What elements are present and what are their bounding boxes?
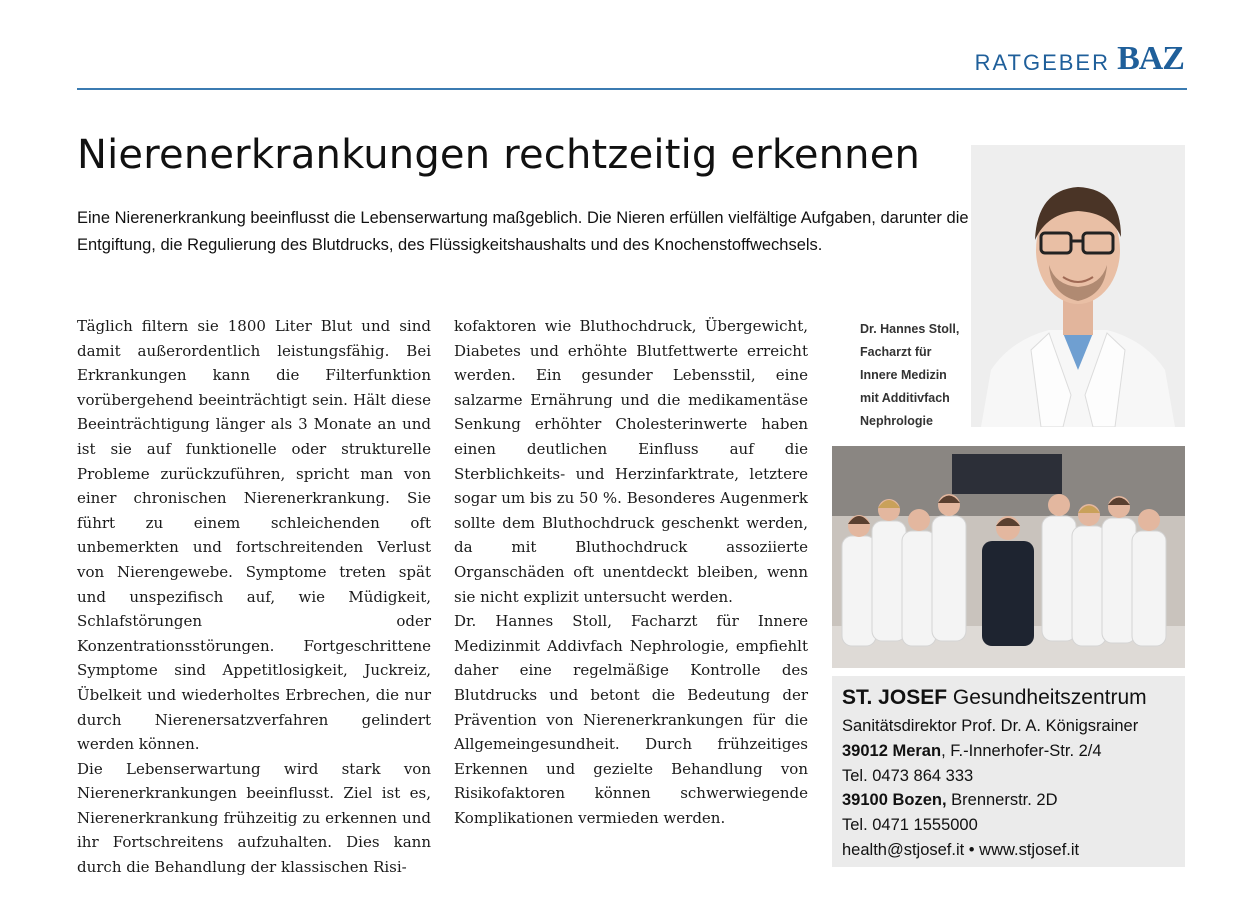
team-group-illustration [832,446,1185,668]
clinic-name [842,686,1147,710]
caption-line: mit Additivfach [860,391,950,405]
clinic-info-box [832,676,1185,867]
caption-line: Innere Medizin [860,368,947,382]
caption-line: Nephrologie [860,414,933,428]
article-title: Nierenerkrankungen rechtzeitig erkennen [77,132,921,178]
photo-caption [860,318,970,433]
bozen-address [842,788,1138,813]
team-group-photo [832,446,1185,668]
article-lead: Eine Nierenerkrankung beeinflusst die Lebenserwartung maßgeblich. Die Nieren erfüllen vielfältige Aufgaben, darunter die Entgiftung, die Regulierung des Blutdrucks, des Flüssigkeitshaushalts und des Knochenstoffwechsels. [77,209,969,254]
doctor-portrait-photo [971,145,1185,427]
section-label: RATGEBER [974,50,1110,75]
meran-phone: Tel. 0473 864 333 [842,766,974,785]
baz-logo: BAZ [1117,40,1184,77]
body-paragraph: kofaktoren wie Bluthochdruck, Übergewicht, Diabetes und erhöhte Blutfettwerte erreicht werden. Ein gesunder Lebensstil, eine salzarme Ernährung und die medikamentäse Senkung erhöhter Cholesterinwerte haben einen deutlichen Einfluss auf die Sterblichkeits- und Herzinfarktrate, letztere sogar um bis zu 50 %. Besonderes Augenmerk sollte dem Bluthochdruck geschenkt werden, da mit Bluthochdruck assoziierte Organschäden oft unentdeckt bleiben, wenn sie nicht explizit untersucht werden. [454,317,808,606]
bozen-street: Brennerstr. 2D [946,791,1058,810]
body-column-2 [454,314,808,830]
body-paragraph: Dr. Hannes Stoll, Facharzt für Innere Medizinmit Addivfach Nephrologie, empfiehlt daher eine regelmäßige Kontrolle des Blutdrucks und betont die Bedeutung der Prävention von Nierenerkrankungen für die Allgemeingesundheit. Durch frühzeitiges Erkennen und gezielte Behandlung von Risikofaktoren können schwerwiegende Komplikationen vermieden werden. [454,612,808,827]
header-divider [77,88,1187,90]
bozen-phone: Tel. 0471 1555000 [842,816,978,835]
caption-line: Facharzt für [860,345,932,359]
clinic-contact-lines [842,714,1138,863]
clinic-email-web: health@stjosef.it • www.stjosef.it [842,840,1080,859]
clinic-name-rest: Gesundheitszentrum [947,686,1147,709]
meran-street: , F.-Innerhofer-Str. 2/4 [941,741,1102,760]
body-paragraph: Täglich filtern sie 1800 Liter Blut und sind damit außerordentlich leistungsfähig. Bei Erkrankungen kann die Filterfunktion vorübergehend beeinträchtigt sein. Hält diese Beeinträchtigung länger als 3 Monate an und ist sie auf funktionelle oder strukturelle Probleme zurückzuführen, spricht man von einer chronischen Nierenerkrankung. Sie führt zu einem schleichenden oft unbemerkten und fortschreitenden Verlust von Nierengewebe. Symptome treten spät und unspezifisch auf, wie Müdigkeit, Schlafstörungen oder Konzentrationsstörungen. Fortgeschrittene Symptome sind Appetitlosigkeit, Juckreiz, Übelkeit und wiederholtes Erbrechen, die nur durch Nierenersatzverfahren gelindert werden können. [77,317,431,754]
clinic-name-bold: ST. JOSEF [842,686,948,709]
caption-line: Dr. Hannes Stoll, [860,322,960,336]
clinic-director: Sanitätsdirektor Prof. Dr. A. Königsrainer [842,717,1139,735]
body-paragraph: Die Lebenserwartung wird stark von Nierenerkrankungen beeinflusst. Ziel ist es, Nierenerkrankung frühzeitig zu erkennen und ihr Fortschreitens aufzuhalten. Dies kann durch die Behandlung der klassischen Risi- [77,759,431,877]
bozen-city: 39100 Bozen, [842,791,947,810]
body-column-1 [77,314,431,880]
meran-city: 39012 Meran [842,741,942,760]
meran-address [842,739,1138,764]
doctor-portrait-illustration [971,145,1185,427]
